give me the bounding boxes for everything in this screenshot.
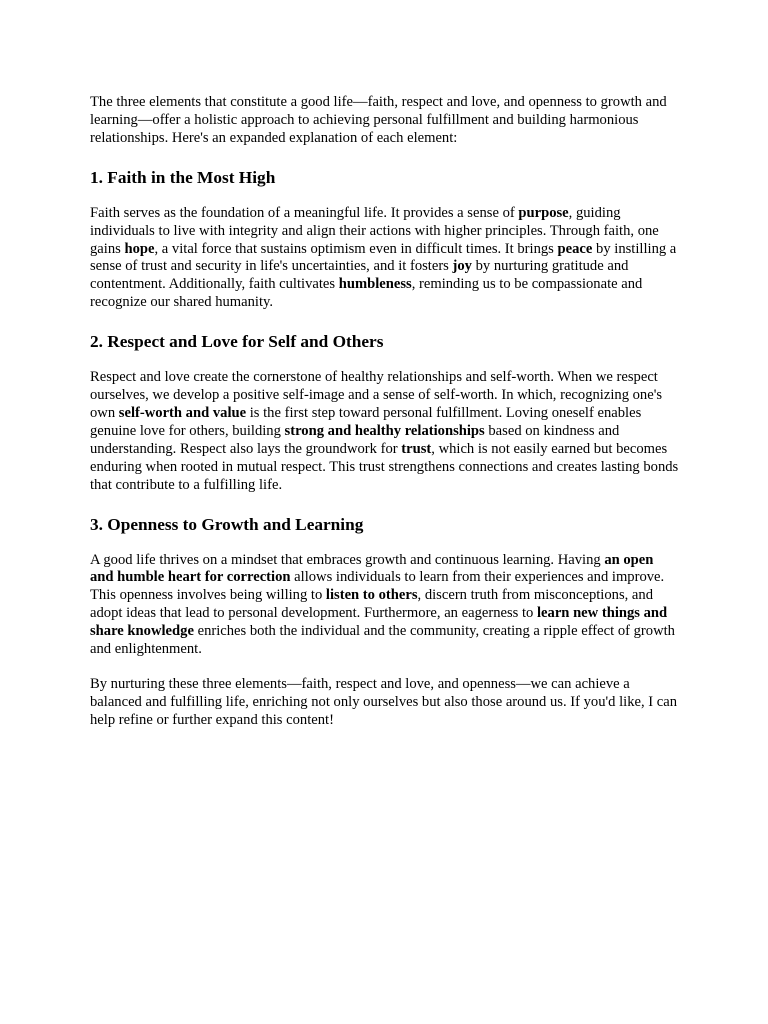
section-heading-openness: 3. Openness to Growth and Learning (90, 514, 364, 534)
bold-phrase: listen to others (325, 587, 418, 604)
bold-phrase: joy (452, 258, 472, 275)
text-run: Faith serves as the foundation of a meaningful life. It provides a sense of (90, 204, 519, 221)
text-run: Respect and love create the cornerstone of healthy relationships and self-worth. When we respect ourselves, we develop a positive self-image and a sense of self-worth. In which, recognizing one's own (90, 369, 663, 421)
text-run: , guiding individuals to live with integrity and align their actions with higher principles. Through faith, one gains (90, 204, 659, 257)
intro-paragraph: The three elements that constitute a good life—faith, respect and love, and openness to growth and learning—offer a holistic approach to achieving personal fulfillment and building harmonious relationships. Here's an expanded explanation of each element: (90, 94, 667, 146)
bold-phrase: peace (557, 240, 593, 257)
text-run: by nurturing gratitude and contentment. Additionally, faith cultivates (90, 258, 629, 293)
text-run: , a vital force that sustains optimism even in difficult times. It brings (154, 240, 558, 257)
section-heading-respect: 2. Respect and Love for Self and Others (90, 332, 384, 352)
section-paragraph-respect (90, 369, 680, 494)
section-paragraph-openness (90, 552, 680, 659)
bold-phrase: hope (124, 240, 155, 257)
text-run: A good life thrives on a mindset that embraces growth and continuous learning. Having (90, 551, 605, 568)
text-run: is the first step toward personal fulfillment. Loving oneself enables genuine love for others, building (90, 404, 642, 439)
bold-phrase: trust (401, 440, 432, 457)
bold-phrase: strong and healthy relationships (284, 422, 485, 439)
text-run: , discern truth from misconceptions, and adopt ideas that lead to personal development. Furthermore, an eagerness to (90, 587, 654, 622)
bold-phrase: purpose (518, 204, 569, 221)
closing-paragraph: By nurturing these three elements—faith, respect and love, and openness—we can achieve a balanced and fulfilling life, enriching not only ourselves but also those around us. If you'd like, I can help refine or further expand this content! (90, 675, 678, 728)
text-run: , which is not easily earned but becomes enduring when rooted in mutual respect. This trust strengthens connections and creates lasting bonds that contribute to a fulfilling life. (90, 440, 679, 493)
bold-phrase: self-worth and value (118, 404, 247, 421)
document-page (90, 94, 680, 730)
bold-phrase: learn new things and share knowledge (90, 605, 668, 640)
text-run: by instilling a sense of trust and security in life's uncertainties, and it fosters (90, 240, 677, 275)
section-paragraph-faith (90, 205, 680, 312)
text-run: allows individuals to learn from their experiences and improve. This openness involves being willing to (90, 569, 665, 604)
text-run: , reminding us to be compassionate and recognize our shared humanity. (90, 276, 643, 311)
text-run: enriches both the individual and the community, creating a ripple effect of growth and enlightenment. (90, 623, 675, 658)
text-run: based on kindness and understanding. Respect also lays the groundwork for (90, 422, 620, 457)
section-heading-faith: 1. Faith in the Most High (90, 167, 276, 187)
bold-phrase: humbleness (338, 276, 412, 293)
bold-phrase: an open and humble heart for correction (90, 551, 654, 586)
